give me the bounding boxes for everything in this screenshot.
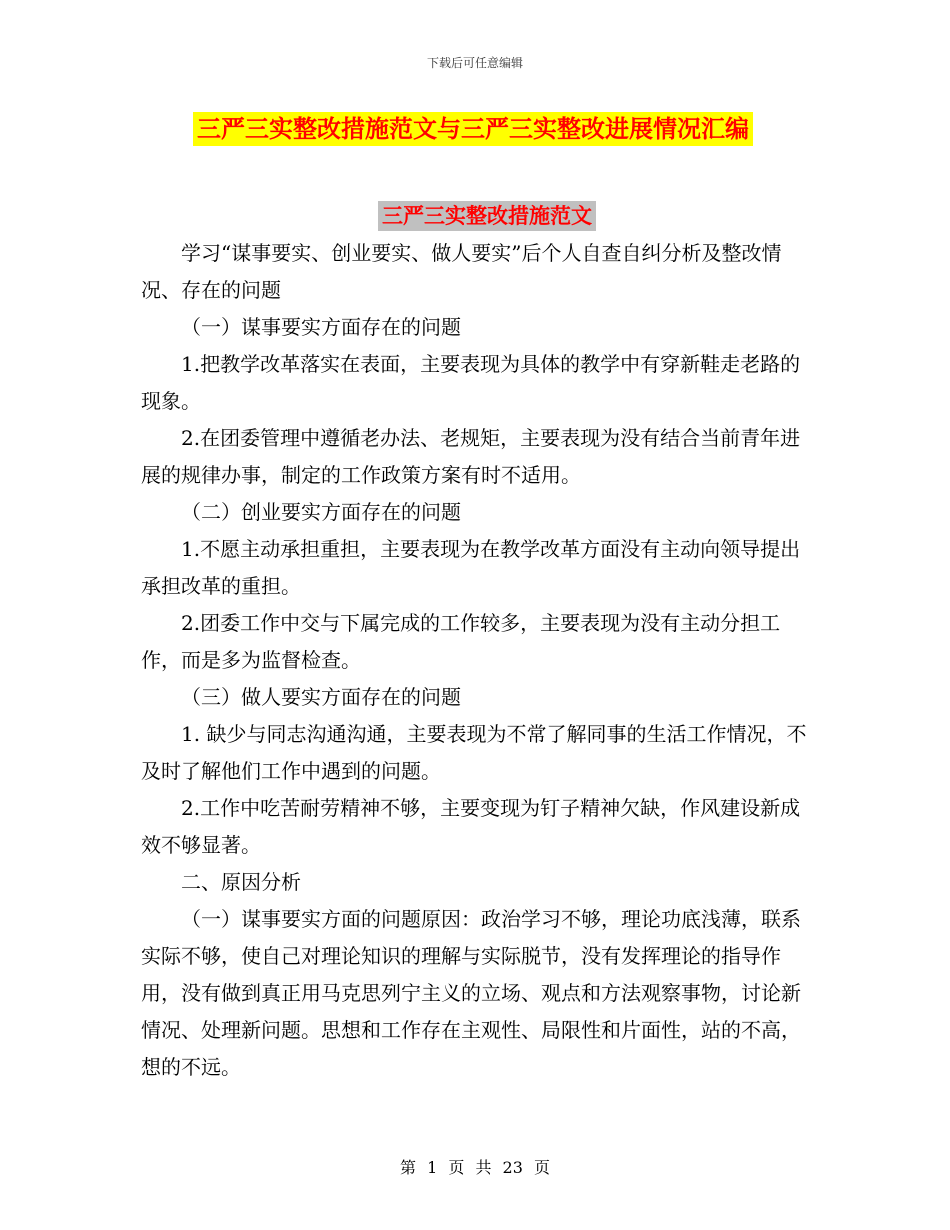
- paragraph: 1. 缺少与同志沟通沟通，主要表现为不常了解同事的生活工作情况，不及时了解他们工作中遇到的问题。: [141, 722, 807, 783]
- document-title: 三严三实整改措施范文与三严三实整改进展情况汇编: [193, 112, 753, 146]
- page-number-footer: 第 1 页 共 23 页: [400, 1158, 550, 1177]
- section-title: 三严三实整改措施范文: [378, 201, 596, 231]
- paragraph: 2.在团委管理中遵循老办法、老规矩，主要表现为没有结合当前青年进展的规律办事，制定的工作政策方案有时不适用。: [141, 426, 801, 487]
- paragraph: 二、原因分析: [181, 870, 301, 894]
- paragraph: 2.工作中吃苦耐劳精神不够，主要变现为钉子精神欠缺，作风建设新成效不够显著。: [141, 796, 801, 857]
- document-body: [141, 235, 809, 1086]
- paragraph: （一）谋事要实方面的问题原因：政治学习不够，理论功底浅薄，联系实际不够，使自己对理论知识的理解与实际脱节，没有发挥理论的指导作用，没有做到真正用马克思列宁主义的立场、观点和方法观察事物，讨论新情况、处理新问题。思想和工作存在主观性、局限性和片面性，站的不高，想的不远。: [141, 907, 801, 1079]
- paragraph: 1.把教学改革落实在表面，主要表现为具体的教学中有穿新鞋走老路的现象。: [141, 352, 801, 413]
- paragraph: （二）创业要实方面存在的问题: [181, 500, 461, 524]
- paragraph: （三）做人要实方面存在的问题: [181, 685, 461, 709]
- header-note: 下载后可任意编辑: [426, 56, 523, 70]
- paragraph: 2.团委工作中交与下属完成的工作较多，主要表现为没有主动分担工作，而是多为监督检查。: [141, 611, 781, 672]
- paragraph: （一）谋事要实方面存在的问题: [181, 315, 461, 339]
- paragraph: 学习“谋事要实、创业要实、做人要实”后个人自查自纠分析及整改情况、存在的问题: [141, 241, 782, 302]
- paragraph: 1.不愿主动承担重担，主要表现为在教学改革方面没有主动向领导提出承担改革的重担。: [141, 537, 801, 598]
